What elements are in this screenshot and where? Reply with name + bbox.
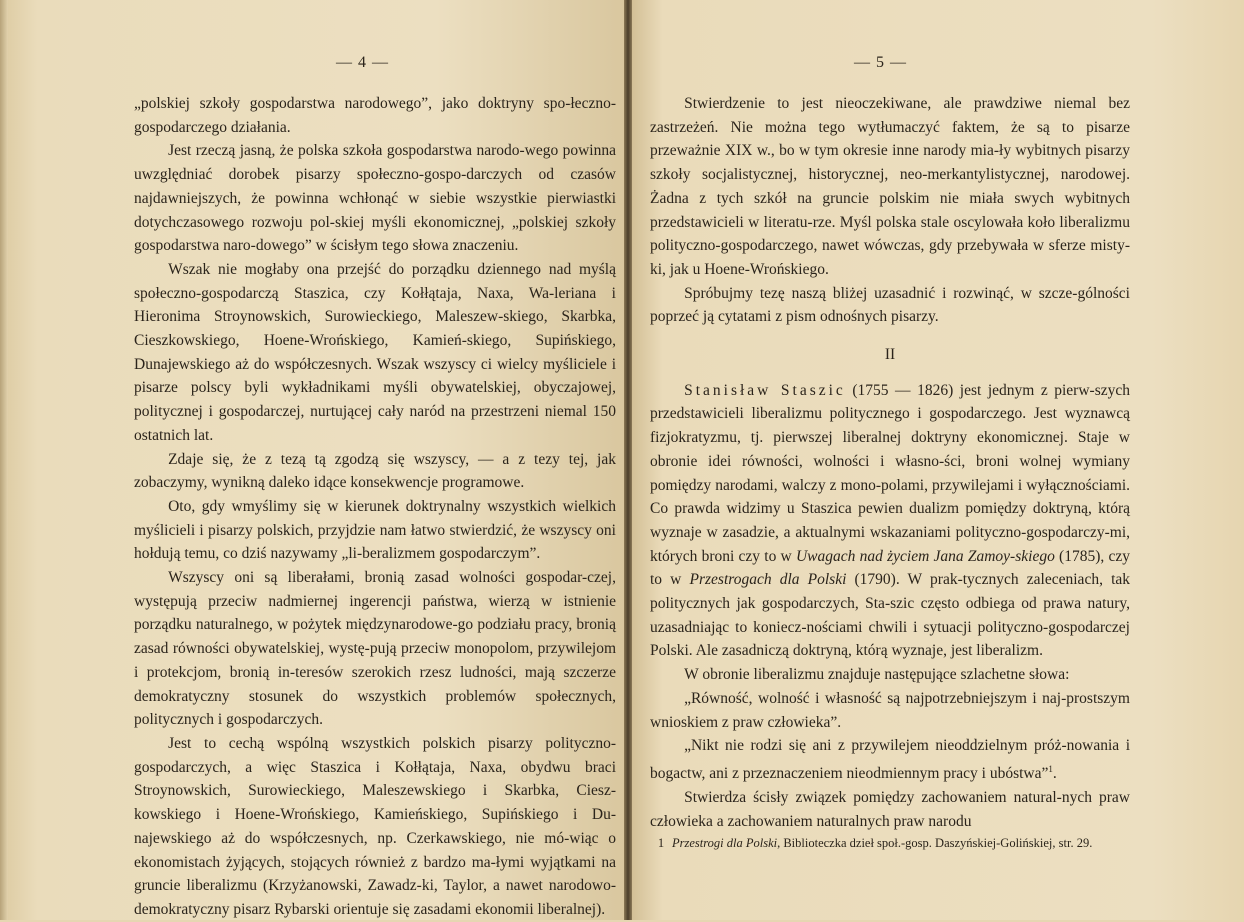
footnote-title: Przestrogi dla Polski [672, 836, 778, 850]
paragraph: Oto, gdy wmyślimy się w kierunek doktrynalny wszystkich wielkich myślicieli i pisarzy polskich, przyjdzie nam łatwo stwierdzić, że wszyscy oni hołdują temu, co dziś nazywamy „li-beralizmem gospodarczym”. [134, 497, 616, 563]
footnote-marker: 1 [657, 836, 665, 850]
section-heading: II [884, 346, 896, 364]
quote: „Równość, wolność i własność są najpotrzebniejszym i naj-prostszym wnioskiem z praw człowieka”. [650, 689, 1130, 731]
author-name: Stanisław Staszic [684, 381, 846, 399]
book-gutter [624, 0, 632, 920]
paragraph-staszic: Stanisław Staszic (1755 — 1826) jest jednym z pierw-szych przedstawicieli liberalizmu politycznego i gospodarczego. Jest wyznawcą fizjokratyzmu, tj. pierwszej liberalnej doktryny ekonomicznej. Staje w obronie idei równości, wolności i własno-ści, broni wolnej wymiany pomiędzy narodami, walczy z mono-polami, przywilejami i wyłącznościami. Co prawda widzimy u Staszica pewien dualizm pomiędzy doktryną, którą wyznaje w zasadzie, a aktualnymi wskazaniami polityczno-gospodarczy-mi, których broni czy to w Uwagach nad życiem Jana Zamoy-skiego (1785), czy to w Przestrogach dla Polski (1790). W prak-tycznych zaleceniach, tak politycznych jak gospodarczych, Sta-szic często odbiega od prawa natury, uzasadniając to koniecz-nościami chwili i sytuacji polityczno-gospodarczej Polski. Ale zasadniczą doktryną, którą wyznaje, jest liberalizm. [650, 381, 1131, 660]
paragraph: Zdaje się, że z tezą tą zgodzą się wszyscy, — a z tezy tej, jak zobaczymy, wynikną daleko idące konsekwencje programowe. [134, 450, 616, 492]
quote: „Nikt nie rodzi się ani z przywilejem nieoddzielnym próż-nowania i bogactw, ani z przeznaczeniem nieodmiennym pracy i ubóstwa”$^1$. [650, 737, 1130, 783]
page-number: — 4 — [336, 54, 389, 71]
paragraph: Wszak nie mogłaby ona przejść do porządku dziennego nad myślą społeczno-gospodarczą Staszica, czy Kołłątaja, Naxa, Wa-leriana i Hieronima Stroynowskich, Surowieckiego, Maleszew-skiego, Skarbka, Cieszkowskiego, Hoene-Wrońskiego, Kamień-skiego, Supińskiego, Dunajewskiego aż do współczesnych. Wszak wszyscy ci wielcy myśliciele i pisarze polscy byli wykładnikami myśli obywatelskiej, obyczajowej, politycznej i gospodarczej, nurtującej cały naród na przestrzeni niemal 150 ostatnich lat. [134, 260, 616, 444]
right-page-text [650, 92, 1130, 833]
paragraph: „polskiej szkoły gospodarstwa narodowego”, jako doktryny spo-łeczno-gospodarczego działania. [134, 95, 616, 136]
paragraph: Jest to cechą wspólną wszystkich polskich pisarzy polityczno-gospodarczych, a więc Staszica i Kołłątaja, Naxa, obydwu braci Stroynowskich, Surowieckiego, Maleszewskiego i Skarbka, Ciesz-kowskiego i Hoene-Wrońskiego, Kamieńskiego, Supińskiego i Du-najewskiego aż do współczesnych, np. Czerkawskiego, nie mó-wiąc o ekonomistach żyjących, stojących również z bardzo ma-łymi wyjątkami na gruncie liberalizmu (Krzyżanowski, Zawadz-ki, Taylor, a nawet narodowo-demokratyczny pisarz Rybarski orientuje się zasadami ekonomii liberalnej). [134, 734, 616, 918]
paragraph: Stwierdzenie to jest nieoczekiwane, ale prawdziwe niemal bez zastrzeżeń. Nie można tego wytłumaczyć faktem, że są to pisarze przeważnie XIX w., bo w tym okresie inne narody mia-ły wybitnych pisarzy szkoły socjalistycznej, historycznej, neo-merkantylistycznej, narodowej. Żadna z tych szkół na gruncie polskim nie miała swych wybitnych przedstawicieli w literatu-rze. Myśl polska stale oscylowała koło liberalizmu polityczno-gospodarczego, nawet wówczas, gdy przebywała w sferze misty-ki, jak u Hoene-Wrońskiego. [650, 95, 1130, 278]
paragraph: Jest rzeczą jasną, że polska szkoła gospodarstwa narodo-wego powinna uwzględniać dorobek pisarzy społeczno-gospo-darczych od czasów najdawniejszych, że powinna wchłonąć w siebie wszystkie pierwiastki dotychczasowego rozwoju pol-skiej myśli ekonomicznej, „polskiej szkoły gospodarstwa naro-dowego” w ścisłym tego słowa znaczeniu. [134, 142, 616, 255]
right-page [632, 0, 1244, 920]
paragraph: Stwierdza ścisły związek pomiędzy zachowaniem natural-nych praw człowieka a zachowaniem naturalnych praw narodu [650, 788, 1130, 830]
left-page-text [134, 92, 616, 922]
work-title: Przestrogach dla Polski [689, 571, 847, 589]
work-title: Uwagach nad życiem Jana Zamoy-skiego [795, 547, 1055, 565]
footnote: 1 Przestrogi dla Polski, Biblioteczka dzieł społ.-gosp. Daszyńskiej-Golińskiej, str. 29. [650, 834, 1130, 853]
footnote-reference: 1 [1048, 763, 1053, 774]
paragraph: Wszyscy oni są liberałami, bronią zasad wolności gospodar-czej, występują przeciw nadmiernej ingerencji państwa, wierzą w istnienie porządku naturalnego, w pożytek międzynarodowe-go podziału pracy, bronią zasad równości obywatelskiej, wystę-pują przeciw monopolom, przywilejom i protekcjom, bronią in-teresów szerokich rzesz ludności, mają szczerze demokratyczny stosunek do wszystkich problemów społecznych, politycznych i gospodarczych. [134, 569, 616, 729]
paragraph: Spróbujmy tezę naszą bliżej uzasadnić i rozwinąć, w szcze-gólności poprzeć ją cytatami z pism odnośnych pisarzy. [650, 284, 1130, 326]
paragraph: W obronie liberalizmu znajduje następujące szlachetne słowa: [684, 666, 1070, 684]
page-edge [0, 0, 8, 920]
page-number: — 5 — [854, 54, 907, 71]
